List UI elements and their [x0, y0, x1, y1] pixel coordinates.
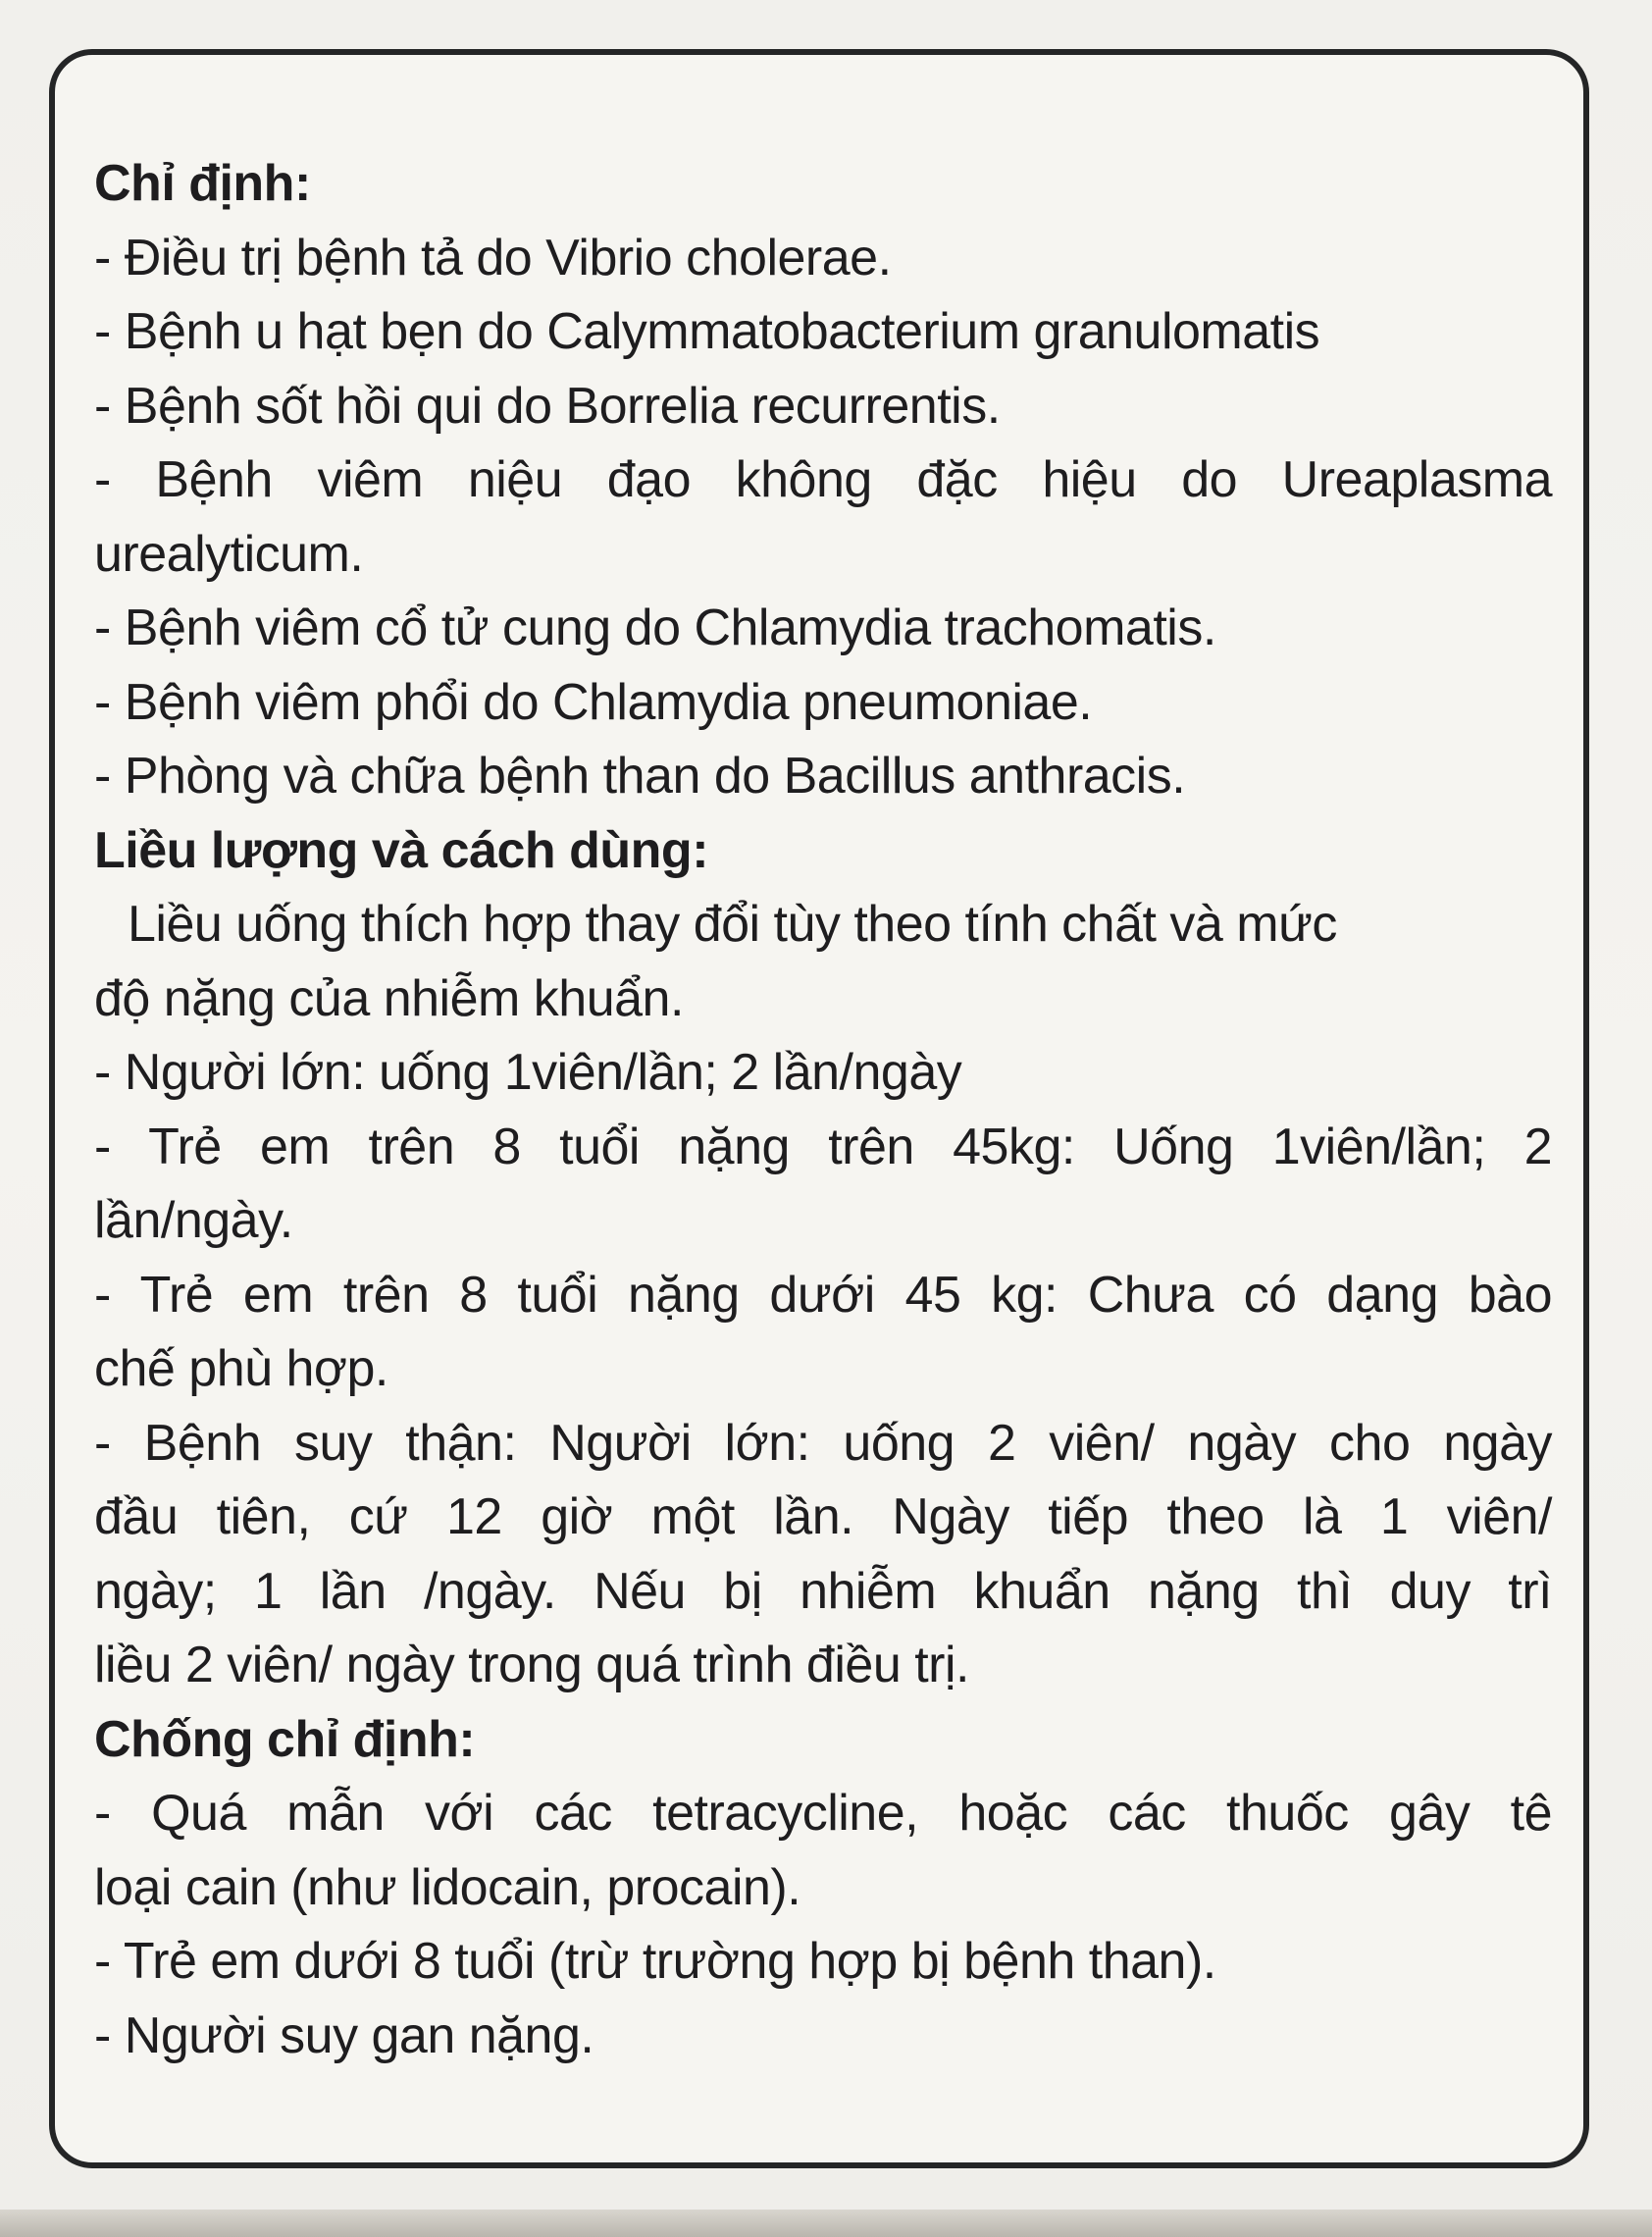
- dosage-line: - Trẻ em trên 8 tuổi nặng trên 45kg: Uống 1viên/lần; 2: [94, 1118, 1552, 1175]
- dosage-line: ngày; 1 lần /ngày. Nếu bị nhiễm khuẩn nặng thì duy trì: [94, 1562, 1552, 1620]
- leaflet-text: [94, 147, 1552, 2073]
- indication-line: - Phòng và chữa bệnh than do Bacillus anthracis.: [94, 748, 1186, 805]
- indication-line: - Bệnh viêm cổ tử cung do Chlamydia trachomatis.: [94, 599, 1216, 656]
- dosage-line: chế phù hợp.: [94, 1340, 388, 1397]
- section-heading-dosage: Liều lượng và cách dùng:: [94, 821, 709, 879]
- dosage-line: độ nặng của nhiễm khuẩn.: [94, 969, 684, 1027]
- contraindication-line: - Trẻ em dưới 8 tuổi (trừ trường hợp bị bệnh than).: [94, 1933, 1216, 1990]
- dosage-line: liều 2 viên/ ngày trong quá trình điều trị.: [94, 1637, 969, 1693]
- indication-line: - Bệnh viêm niệu đạo không đặc hiệu do Ureaplasma: [94, 451, 1552, 508]
- section-heading-contraindications: Chống chỉ định:: [94, 1710, 476, 1768]
- indication-line: urealyticum.: [94, 525, 364, 583]
- contraindication-line: - Người suy gan nặng.: [94, 2006, 594, 2064]
- contraindication-line: - Quá mẫn với các tetracycline, hoặc các thuốc gây tê: [94, 1785, 1552, 1842]
- indication-line: - Điều trị bệnh tả do Vibrio cholerae.: [94, 229, 892, 286]
- section-heading-indications: Chỉ định:: [94, 155, 311, 212]
- dosage-line: đầu tiên, cứ 12 giờ một lần. Ngày tiếp theo là 1 viên/: [94, 1488, 1552, 1545]
- dosage-line: - Trẻ em trên 8 tuổi nặng dưới 45 kg: Chưa có dạng bào: [94, 1266, 1552, 1324]
- indication-line: - Bệnh sốt hồi qui do Borrelia recurrentis.: [94, 377, 1001, 435]
- contraindication-line: loại cain (như lidocain, procain).: [94, 1858, 801, 1916]
- dosage-line: - Bệnh suy thận: Người lớn: uống 2 viên/ ngày cho ngày: [94, 1414, 1552, 1472]
- bottom-edge-strip: [0, 2210, 1652, 2237]
- dosage-line: - Người lớn: uống 1viên/lần; 2 lần/ngày: [94, 1044, 962, 1101]
- dosage-line: Liều uống thích hợp thay đổi tùy theo tính chất và mức: [128, 896, 1337, 953]
- dosage-line: lần/ngày.: [94, 1192, 293, 1249]
- indication-line: - Bệnh viêm phổi do Chlamydia pneumoniae.: [94, 673, 1093, 731]
- indication-line: - Bệnh u hạt bẹn do Calymmatobacterium granulomatis: [94, 303, 1320, 360]
